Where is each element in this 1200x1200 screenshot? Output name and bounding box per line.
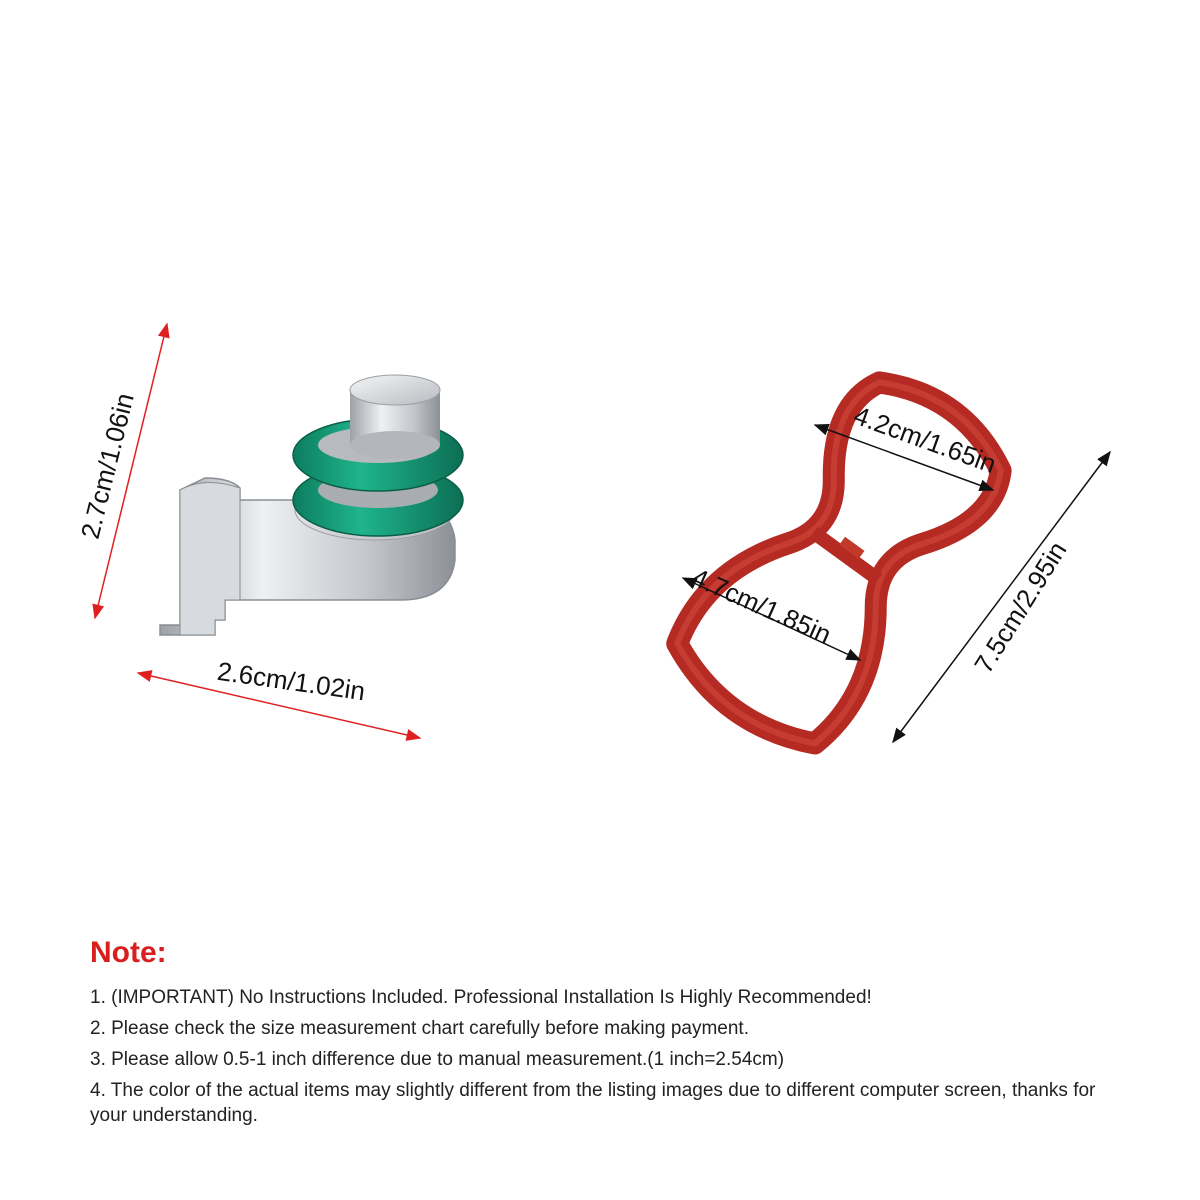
width-label: 2.6cm/1.02in bbox=[215, 655, 368, 707]
length-label: 7.5cm/2.95in bbox=[968, 536, 1073, 679]
note-item: 4. The color of the actual items may slightly different from the listing images due to different computer screen, thanks for your understanding. bbox=[90, 1080, 1096, 1126]
note-item: 3. Please allow 0.5-1 inch difference due to manual measurement.(1 inch=2.54cm) bbox=[90, 1049, 785, 1070]
aluminum-plug-icon bbox=[160, 375, 463, 635]
notes-title: Note: bbox=[90, 936, 167, 969]
top-width-label: 4.2cm/1.65in bbox=[849, 399, 1001, 480]
note-item: 1. (IMPORTANT) No Instructions Included. Professional Installation Is Highly Recommended! bbox=[90, 987, 872, 1008]
notes-section bbox=[90, 935, 1130, 1134]
bottom-width-label: 4.7cm/1.85in bbox=[687, 561, 836, 650]
note-item: 2. Please check the size measurement chart carefully before making payment. bbox=[90, 1018, 749, 1039]
height-label: 2.7cm/1.06in bbox=[74, 389, 140, 542]
red-gasket-icon bbox=[661, 357, 1025, 763]
